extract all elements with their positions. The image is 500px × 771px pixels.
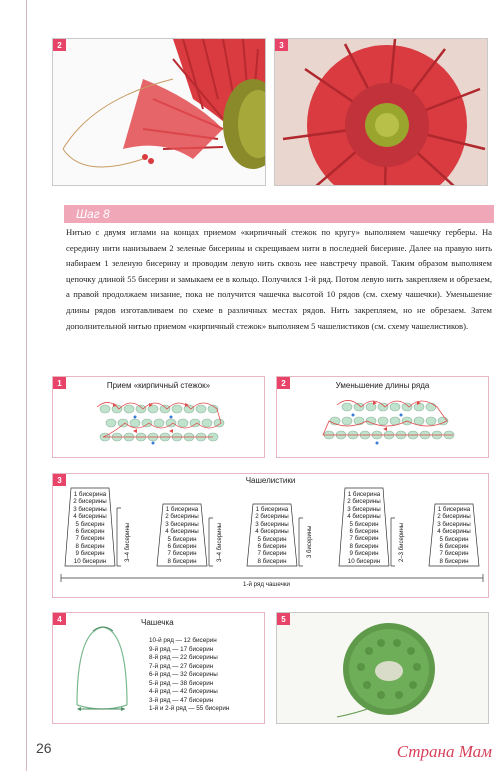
sepal-1-row: 5 бисерин <box>75 520 105 528</box>
sepal-4-row: 5 бисерин <box>349 520 379 528</box>
sepal-3-row: 6 бисерин <box>257 543 287 551</box>
sepal-1-row: 10 бисерин <box>73 557 107 565</box>
sepal-1-row: 3 бисерины <box>73 505 107 513</box>
diagram-4-title: Чашечка <box>141 618 174 627</box>
sepal-5 <box>425 506 483 565</box>
cup-row-label: 3-й ряд — 47 бисерин <box>149 696 214 704</box>
gap-label-4: 2–3 бисерины <box>399 522 405 562</box>
step-title: Шаг 8 <box>76 207 110 221</box>
cup-row-label: 4-й ряд — 42 бисерины <box>149 688 218 695</box>
sepal-2-row: 6 бисерин <box>167 543 197 551</box>
sepal-2-row: 4 бисерины <box>165 528 199 536</box>
diagram-3-title: Чашелистики <box>245 476 296 485</box>
diagram-4-cup <box>52 612 265 724</box>
diagram-4-badge: 4 <box>53 613 66 625</box>
sepal-3-row: 2 бисерины <box>255 513 289 521</box>
sepal-5-row: 7 бисерин <box>439 550 469 558</box>
sepal-5-row: 1 бисерина <box>437 506 471 513</box>
diagram-2-title: Уменьшение длины ряда <box>335 381 430 390</box>
sepal-4-row: 10 бисерин <box>347 557 381 565</box>
sepal-4-row: 4 бисерины <box>347 513 381 521</box>
watermark-logo: Страна Мам <box>396 742 492 761</box>
sepal-4-row: 3 бисерины <box>347 505 381 513</box>
sepal-5-row: 5 бисерин <box>439 535 469 543</box>
photo-3 <box>274 38 488 186</box>
sepal-1-row: 6 бисерин <box>75 528 105 536</box>
diagram-3-sepals <box>52 473 489 598</box>
photo-5-green-cup <box>276 612 489 724</box>
sepal-1-row: 7 бисерин <box>75 535 105 543</box>
sepal-5-row: 3 бисерины <box>437 520 471 528</box>
sepal-2-row: 3 бисерины <box>165 520 199 528</box>
sepal-1 <box>61 491 119 565</box>
diagram-1-brick-stitch <box>52 376 265 458</box>
cup-row-label: 9-й ряд — 17 бисерин <box>149 645 214 653</box>
sepal-2-row: 8 бисерин <box>167 557 197 565</box>
sepal-5-row: 8 бисерин <box>439 557 469 565</box>
instruction-paragraph: Нитью с двумя иглами на концах приемом «кирпичный стежок по кругу» выполняем чашечку герберы. На середину нити нанизываем 2 зеленые бисерины и скрещиваем нити в последней бисерине. Далее на правую нить набираем 1 зеленую бисерину и проводим левую нить сквозь нее навстречу правой. Таким образом выполняем цепочку длиной 55 бисерин и замыкаем ее в кольцо. Получился 1-й ряд. Потом левую нить закрепляем и обрезаем, а правой продолжаем низание, пока не получится чашечка высотой 10 рядов (см. схему чашечки). Уменьшение длины рядов изготавливаем по схеме в различных местах рядов. Нить закрепляем, но не обрезаем. Затем дополнительной нитью приемом «кирпичный стежок» выполняем 5 чашелистиков (см. схему чашелистиков). <box>66 227 492 331</box>
photo-2-badge: 2 <box>53 39 66 51</box>
diagram-3-badge: 3 <box>53 474 66 486</box>
sepal-3-row: 7 бисерин <box>257 550 287 558</box>
sepal-2-row: 7 бисерин <box>167 550 197 558</box>
step-header-bar <box>64 205 494 223</box>
cup-row-label: 5-й ряд — 38 бисерин <box>149 679 214 687</box>
left-margin-rule <box>26 0 27 771</box>
photo-5-badge: 5 <box>277 613 290 625</box>
sepal-4-row: 2 бисерины <box>347 498 381 506</box>
sepal-5-row: 2 бисерины <box>437 513 471 521</box>
cup-row-label: 8-й ряд — 22 бисерины <box>149 654 218 661</box>
cup-row-label: 10-й ряд — 12 бисерин <box>149 637 217 644</box>
cup-row-label: 7-й ряд — 27 бисерин <box>149 662 214 670</box>
sepal-1-row: 4 бисерины <box>73 513 107 521</box>
photo-2-illustration <box>53 39 266 186</box>
sepal-4-row: 6 бисерин <box>349 528 379 536</box>
sepal-5-row: 6 бисерин <box>439 543 469 551</box>
cup-row-label: 6-й ряд — 32 бисерины <box>149 671 218 678</box>
photo-5-illustration <box>277 613 489 724</box>
sepal-2-row: 5 бисерин <box>167 535 197 543</box>
diagram-1-title: Прием «кирпичный стежок» <box>106 381 211 390</box>
sepal-1-row: 8 бисерин <box>75 542 105 550</box>
sepal-3-row: 3 бисерины <box>255 520 289 528</box>
sepal-2-row: 2 бисерины <box>165 513 199 521</box>
diagram-1-badge: 1 <box>53 377 66 389</box>
gap-label-1: 3–4 бисерины <box>125 522 131 562</box>
cup-rows-legend <box>149 637 229 714</box>
sepal-2-row: 1 бисерина <box>165 506 199 513</box>
gap-label-2: 3–4 бисерины <box>217 522 223 562</box>
sepal-3-row: 8 бисерин <box>257 557 287 565</box>
sepal-4-row: 9 бисерин <box>349 550 379 558</box>
sepal-2 <box>153 506 211 565</box>
diagram-2-row-reduction <box>276 376 489 458</box>
sepal-4-row: 7 бисерин <box>349 535 379 543</box>
diagram-2-beads <box>277 377 490 459</box>
diagram-1-beads <box>53 377 266 459</box>
sepal-4 <box>335 491 393 565</box>
sepal-1-row: 9 бисерин <box>75 550 105 558</box>
gap-label-3: 3 бисерины <box>307 525 313 558</box>
sepal-3-row: 4 бисерины <box>255 528 289 536</box>
photo-3-illustration <box>275 39 488 186</box>
page-number: 26 <box>36 740 52 756</box>
sepal-3 <box>243 506 301 565</box>
sepal-4-row: 8 бисерин <box>349 542 379 550</box>
sepal-5-row: 4 бисерины <box>437 528 471 536</box>
sepal-1-row: 1 бисерина <box>73 491 107 498</box>
sepal-4-row: 1 бисерина <box>347 491 381 498</box>
cup-row-label: 1-й и 2-й ряд — 55 бисерин <box>149 705 230 712</box>
photo-2 <box>52 38 266 186</box>
diagram-2-badge: 2 <box>277 377 290 389</box>
sepal-3-row: 5 бисерин <box>257 535 287 543</box>
photo-3-badge: 3 <box>275 39 288 51</box>
sepal-3-row: 1 бисерина <box>255 506 289 513</box>
sepal-1-row: 2 бисерины <box>73 498 107 506</box>
base-row-label: 1-й ряд чашечки <box>243 581 290 588</box>
